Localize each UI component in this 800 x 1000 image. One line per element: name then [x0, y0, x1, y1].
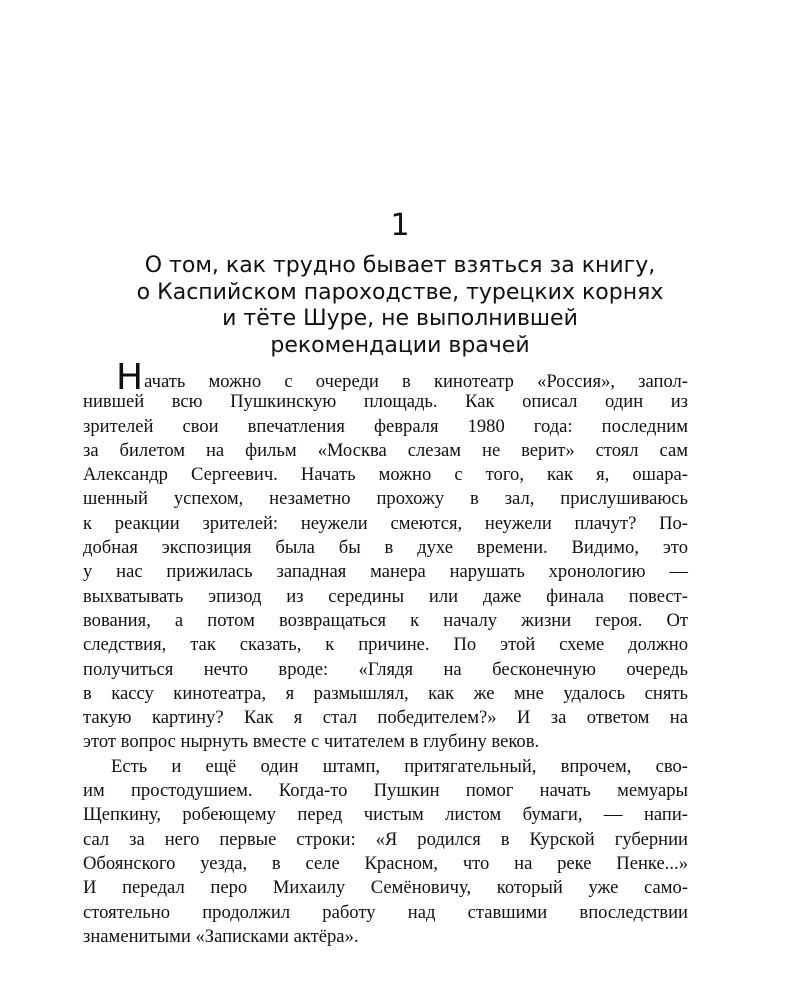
text-line: нившей всю Пушкинскую площадь. Как описал один из	[83, 391, 688, 413]
text-line: добная экспозиция была бы в духе времени. Видимо, это	[83, 537, 688, 559]
text-line: знаменитыми «Записками актёра».	[83, 925, 359, 947]
text-line: получиться нечто вроде: «Глядя на бесконечную очередь	[83, 658, 688, 680]
text-line: сал за него первые строки: «Я родился в Курской губернии	[83, 828, 688, 850]
text-line: стоятельно продолжил работу над ставшими впоследствии	[83, 901, 688, 923]
text-line: следствия, так сказать, к причине. По этой схеме должно	[83, 634, 688, 656]
text-line: вования, а потом возвращаться к началу жизни героя. От	[83, 609, 688, 631]
text-line: выхватывать эпизод из середины или даже финала повест-	[83, 585, 688, 607]
chapter-title-line: о Каспийском пароходстве, турецких корнях	[136, 279, 664, 305]
text-line: к реакции зрителей: неужели смеются, неужели плачут? По-	[83, 512, 688, 534]
text-line: шенный успехом, незаметно прохожу в зал, прислушиваюсь	[83, 488, 688, 510]
text-line: этот вопрос нырнуть вместе с читателем в глубину веков.	[83, 731, 540, 753]
text-line: у нас прижилась западная манера нарушать хронологию —	[83, 561, 688, 583]
text-line: за билетом на фильм «Москва слезам не верит» стоял сам	[83, 439, 688, 461]
text-line: Обоянского уезда, в селе Красном, что на реке Пенке...»	[83, 852, 688, 874]
chapter-title-line: рекомендации врачей	[270, 332, 530, 358]
text-line: в кассу кинотеатра, я размышлял, как же мне удалось снять	[83, 682, 688, 704]
body-text	[83, 357, 688, 949]
paragraph-1	[83, 357, 688, 755]
text-line: Александр Сергеевич. Начать можно с того, как я, ошара-	[83, 464, 688, 486]
text-line: Есть и ещё один штамп, притягательный, впрочем, сво-	[111, 755, 688, 777]
chapter-title-line: и тёте Шуре, не выполнившей	[222, 306, 578, 331]
paragraph-2	[83, 755, 688, 949]
text-line	[83, 357, 688, 398]
text-line: зрителей свои впечатления февраля 1980 года: последним	[83, 415, 688, 437]
chapter-title-line: О том, как трудно бывает взяться за книгу,	[144, 253, 656, 278]
text-line: Щепкину, робеющему перед чистым листом бумаги, — напи-	[83, 804, 688, 826]
drop-cap: Н	[116, 357, 145, 398]
text-line: им простодушием. Когда-то Пушкин помог начать мемуары	[83, 780, 688, 802]
text-line: И передал перо Михаилу Семёновичу, который уже само-	[83, 877, 688, 899]
text-line-rest: ачать можно с очереди в кинотеатр «Россия», запол-	[144, 371, 688, 392]
chapter-title	[80, 253, 720, 359]
text-line: такую картину? Как я стал победителем?» И за ответом на	[83, 707, 688, 729]
chapter-number: 1	[390, 208, 410, 243]
